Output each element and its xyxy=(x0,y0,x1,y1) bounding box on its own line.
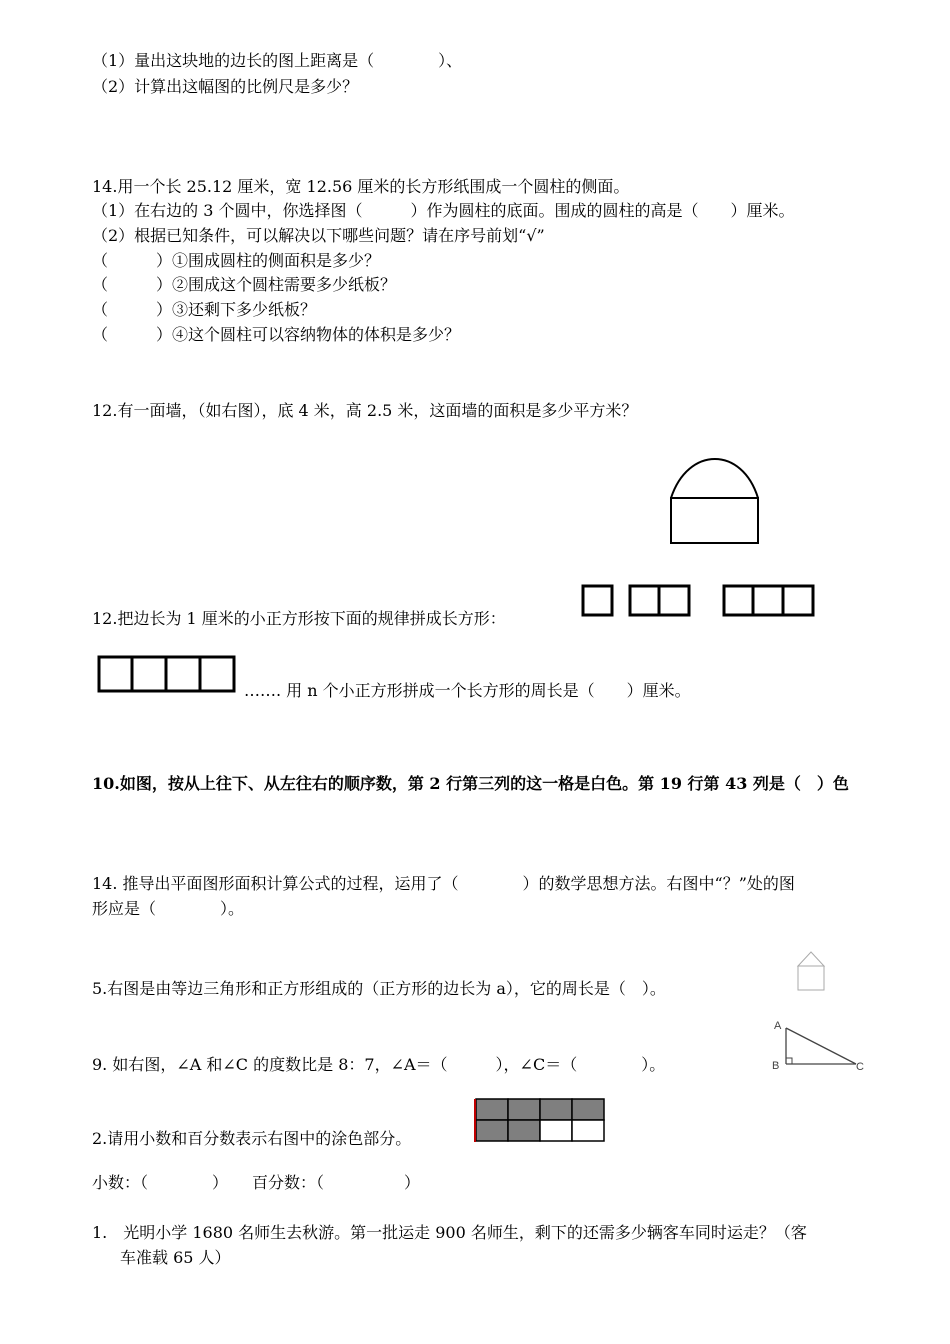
q12-squares-question: 12.把边长为 1 厘米的小正方形按下面的规律拼成长方形： xyxy=(92,609,506,628)
q1-bus-line2: 车准载 65 人） xyxy=(120,1248,231,1267)
shaded-cell xyxy=(572,1099,604,1120)
q14-option-1: （ ）①围成圆柱的侧面积是多少？ xyxy=(92,251,381,270)
right-triangle-figure xyxy=(770,1018,874,1074)
q14-cylinder-stem: 14.用一个长 25.12 厘米，宽 12.56 厘米的长方形纸围成一个圆柱的侧面。 xyxy=(92,177,630,196)
shaded-cell xyxy=(476,1120,508,1141)
q14-formula-line2: 形应是（ ）。 xyxy=(92,899,245,918)
house-shape-figure xyxy=(797,950,827,992)
shaded-cell xyxy=(508,1120,540,1141)
squares-pattern-4 xyxy=(97,655,237,695)
q14-cylinder-part2: （2）根据已知条件，可以解决以下哪些问题？请在序号前划“√” xyxy=(92,226,545,245)
vertex-label-b: B xyxy=(772,1060,780,1072)
shaded-cell xyxy=(476,1099,508,1120)
unshaded-cell xyxy=(572,1120,604,1141)
q14-option-2: （ ）②围成这个圆柱需要多少纸板？ xyxy=(92,275,397,294)
q12-wall-question: 12.有一面墙，（如右图），底 4 米，高 2.5 米，这面墙的面积是多少平方米？ xyxy=(92,401,638,420)
wall-figure xyxy=(668,452,762,546)
q2-answer-line: 小数：（ ） 百分数：（ ） xyxy=(92,1173,421,1192)
q13-part1: （1）量出这块地的边长的图上距离是（ ）、 xyxy=(92,51,463,70)
q14-option-3: （ ）③还剩下多少纸板？ xyxy=(92,300,317,319)
q5-perimeter-question: 5.右图是由等边三角形和正方形组成的（正方形的边长为 a），它的周长是（ ）。 xyxy=(92,979,666,998)
squares-pattern-3 xyxy=(722,584,816,618)
q10-grid-question: 10.如图，按从上往下、从左往右的顺序数，第 2 行第三列的这一格是白色。第 19 行第 43 列是（ ）色 xyxy=(92,774,849,793)
q12-squares-continuation: ……. 用 n 个小正方形拼成一个长方形的周长是（ ）厘米。 xyxy=(244,681,691,700)
q9-angles-question: 9. 如右图，∠A 和∠C 的度数比是 8：7，∠A＝（ ），∠C＝（ ）。 xyxy=(92,1055,666,1074)
q14-formula-line1: 14. 推导出平面图形面积计算公式的过程，运用了（ ）的数学思想方法。右图中“？”处的图 xyxy=(92,874,795,893)
q1-bus-line1: 1. 光明小学 1680 名师生去秋游。第一批运走 900 名师生，剩下的还需多少辆客车同时运走？（客 xyxy=(92,1223,807,1242)
vertex-label-a: A xyxy=(774,1020,782,1032)
vertex-label-c: C xyxy=(856,1061,864,1073)
unshaded-cell xyxy=(540,1120,572,1141)
squares-pattern-1 xyxy=(581,584,615,618)
shaded-grid-figure xyxy=(474,1098,606,1144)
shaded-cell xyxy=(508,1099,540,1120)
squares-pattern-2 xyxy=(628,584,692,618)
q2-shaded-question: 2.请用小数和百分数表示右图中的涂色部分。 xyxy=(92,1129,412,1148)
q14-cylinder-part1: （1）在右边的 3 个圆中，你选择图（ ）作为圆柱的底面。围成的圆柱的高是（ ）厘米。 xyxy=(92,201,795,220)
q13-part2: （2）计算出这幅图的比例尺是多少？ xyxy=(92,77,359,96)
shaded-cell xyxy=(540,1099,572,1120)
q14-option-4: （ ）④这个圆柱可以容纳物体的体积是多少？ xyxy=(92,325,461,344)
